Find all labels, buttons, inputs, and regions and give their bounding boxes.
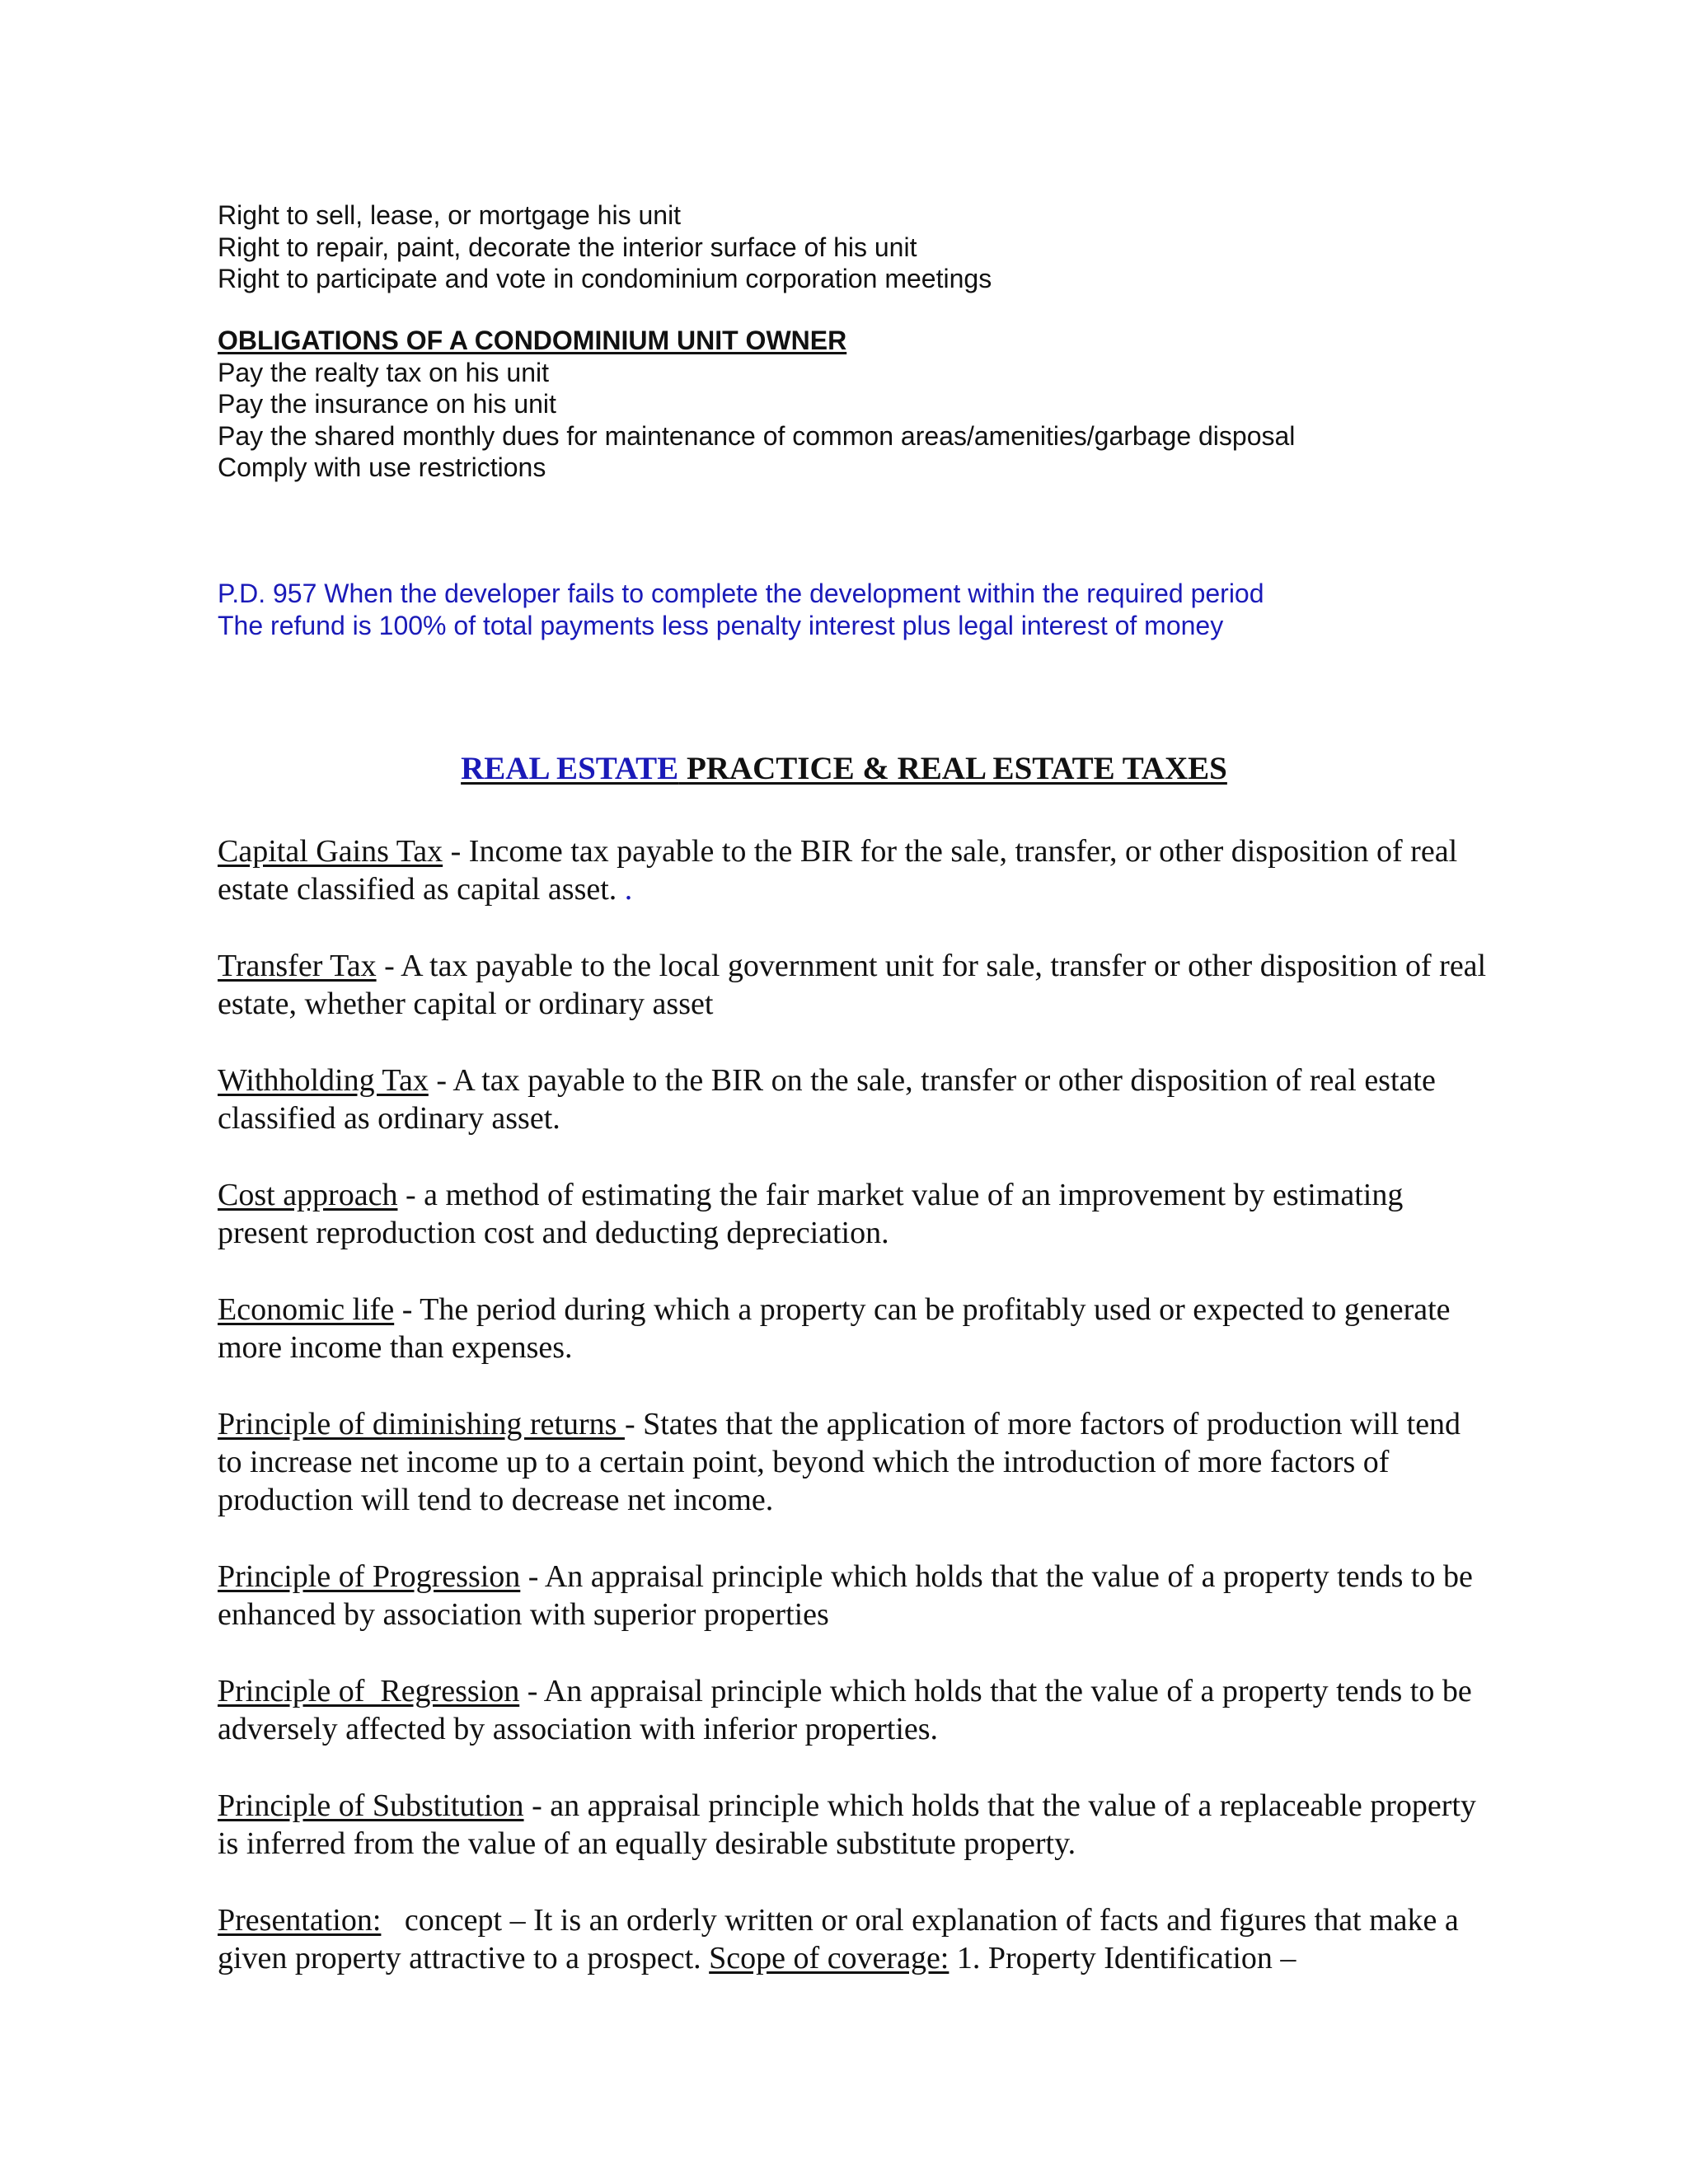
right-item: Right to repair, paint, decorate the interior surface of his unit xyxy=(218,232,917,262)
presentation-term: Presentation: xyxy=(218,1903,382,1938)
pd957-line: P.D. 957 When the developer fails to complete the development within the required period xyxy=(218,579,1264,608)
definition-term: Economic life xyxy=(218,1292,395,1327)
pd957-note xyxy=(218,578,1619,641)
unit-owner-rights-list xyxy=(218,199,1619,295)
definitions-list xyxy=(218,832,1487,2016)
pd957-line: The refund is 100% of total payments less penalty interest plus legal interest of money xyxy=(218,610,1224,640)
definition-term: Capital Gains Tax xyxy=(218,834,443,869)
definition-regression xyxy=(218,1672,1487,1748)
definition-diminishing-returns xyxy=(218,1405,1487,1519)
definition-term: Cost approach xyxy=(218,1178,398,1212)
scope-of-coverage-term: Scope of coverage: xyxy=(709,1941,950,1975)
definition-term: Principle of Substitution xyxy=(218,1788,524,1823)
trailing-dot: . xyxy=(624,872,633,907)
definition-text: - An appraisal principle which holds that the value of a property tends to be adversely affected by association with inferior properties. xyxy=(218,1674,1472,1746)
definition-progression xyxy=(218,1558,1487,1633)
definition-term: Principle of Progression xyxy=(218,1559,521,1594)
definition-text: - An appraisal principle which holds that the value of a property tends to be enhanced by association with superior properties xyxy=(218,1559,1473,1632)
section-title xyxy=(0,750,1688,787)
definition-presentation xyxy=(218,1901,1487,1977)
definition-cost-approach xyxy=(218,1176,1487,1252)
definition-text: - States that the application of more factors of production will tend to increase net income up to a certain point, beyond which the introduction of more factors of production will tend to decrease net income. xyxy=(218,1407,1461,1517)
obligations-heading: OBLIGATIONS OF A CONDOMINIUM UNIT OWNER xyxy=(218,326,847,355)
obligation-item: Pay the shared monthly dues for maintenance of common areas/amenities/garbage disposal xyxy=(218,420,1296,451)
obligation-item: Pay the insurance on his unit xyxy=(218,389,556,419)
section-title-rest: PRACTICE & REAL ESTATE TAXES xyxy=(678,751,1227,786)
definition-transfer-tax xyxy=(218,947,1487,1023)
definition-term: Transfer Tax xyxy=(218,949,377,983)
definition-term: Principle of diminishing returns xyxy=(218,1407,625,1441)
definition-economic-life xyxy=(218,1291,1487,1366)
definition-text: - a method of estimating the fair market value of an improvement by estimating present reproduction cost and deducting depreciation. xyxy=(218,1178,1404,1250)
definition-text: - A tax payable to the local government unit for sale, transfer or other disposition of real estate, whether capital or ordinary asset xyxy=(218,949,1487,1021)
presentation-text: concept – It is an orderly written or oral explanation of facts and figures that make a given property attractive to a prospect. xyxy=(218,1903,1467,1975)
definition-term: Withholding Tax xyxy=(218,1063,429,1098)
definition-withholding-tax xyxy=(218,1062,1487,1137)
definition-substitution xyxy=(218,1787,1487,1863)
obligation-item: Comply with use restrictions xyxy=(218,452,546,482)
scope-of-coverage-text: 1. Property Identification – xyxy=(949,1941,1296,1975)
definition-text: - The period during which a property can be profitably used or expected to generate more income than expenses. xyxy=(218,1292,1451,1365)
definition-capital-gains-tax xyxy=(218,832,1487,908)
definition-term: Principle of Regression xyxy=(218,1674,520,1708)
definition-text: - A tax payable to the BIR on the sale, transfer or other disposition of real estate classified as ordinary asset. xyxy=(218,1063,1436,1136)
obligation-item: Pay the realty tax on his unit xyxy=(218,357,549,387)
obligations-section xyxy=(218,325,1619,484)
real-estate-link[interactable]: REAL ESTATE xyxy=(461,751,679,786)
right-item: Right to sell, lease, or mortgage his unit xyxy=(218,200,682,230)
definition-text: - an appraisal principle which holds that the value of a replaceable property is inferred from the value of an equally desirable substitute property. xyxy=(218,1788,1476,1861)
definition-text: - Income tax payable to the BIR for the sale, transfer, or other disposition of real estate classified as capital asset. xyxy=(218,834,1458,907)
right-item: Right to participate and vote in condominium corporation meetings xyxy=(218,264,992,293)
